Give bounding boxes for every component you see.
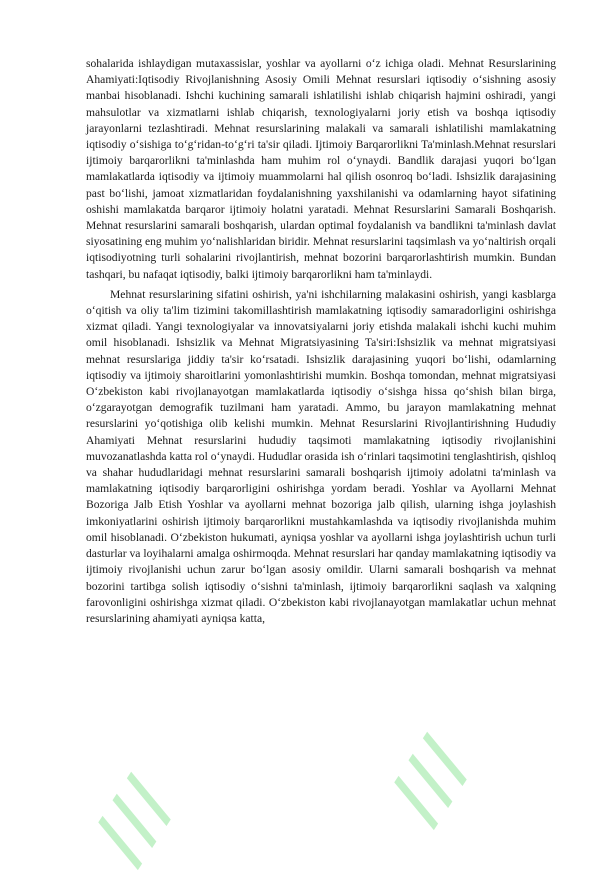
watermark-left: /// <box>76 763 190 876</box>
paragraph-2: Mehnat resurslarining sifatini oshirish, ya'ni ishchilarning malakasini oshirish, yangi kasblarga o‘qitish va oliy ta'lim tizimini takomillashtirish mamlakatning iqtisodiy samaradorligini oshirishga xizmat qiladi. Yangi texnologiyalar va innovatsiyalarni joriy etishda malakali ishchi kuchi muhim omil hisoblanadi. Ishsizlik va Mehnat Migratsiyasining Ta'siri:Ishsizlik va mehnat migratsiyasi mehnat resurslariga jiddiy ta'sir ko‘rsatadi. Ishsizlik darajasining yuqori bo‘lishi, odamlarning iqtisodiy va ijtimoiy sharoitlarini yomonlashtirishi mumkin. Boshqa tomondan, mehnat migratsiyasi O‘zbekiston kabi rivojlanayotgan mamlakatlarda iqtisodiy o‘sishga hissa qo‘shish bilan birga, o‘zgarayotgan demografik tuzilmani ham yaratadi. Ammo, bu jarayon mamlakatning mehnat resurslarini yo‘qotishiga olib kelishi mumkin. Mehnat Resurslarini Rivojlantirishning Hududiy Ahamiyati Mehnat resurslarini hududiy taqsimoti mamlakatning iqtisodiy rivojlanishini muvozanatlashda katta rol o‘ynaydi. Hududlar orasida ish o‘rinlari taqsimotini tenglashtirish, qishloq va shahar hududlaridagi mehnat resurslarini samarali boshqarish ijtimoiy adolatni ta'minlash va mamlakatning iqtisodiy barqarorligini oshirishga yordam beradi. Yoshlar va Ayollarni Mehnat Bozoriga Jalb Etish Yoshlar va ayollarni mehnat bozoriga jalb qilish, ularning ishga joylashish imkoniyatlarini oshirish ijtimoiy barqarorlikni mustahkamlashda va iqtisodiy rivojlanishda muhim omil hisoblanadi. O‘zbekiston hukumati, ayniqsa yoshlar va ayollarni ishga joylashtirish uchun turli dasturlar va loyihalarni amalga oshirmoqda. Mehnat resurslari har qanday mamlakatning iqtisodiy va ijtimoiy rivojlanishi uchun zarur bo‘lgan asosiy omildir. Ularni samarali boshqarish va mehnat bozorini tartibga solish iqtisodiy o‘sishni ta'minlash, ijtimoiy barqarorlikni saqlash va xalqning farovonligini oshirishga xizmat qiladi. O‘zbekiston kabi rivojlanayotgan mamlakatlar uchun mehnat resurslarining ahamiyati ayniqsa katta, <box>86 287 556 625</box>
watermark-right: /// <box>372 723 486 836</box>
document-body <box>86 56 556 627</box>
paragraph-1: sohalarida ishlaydigan mutaxassislar, yoshlar va ayollarni o‘z ichiga oladi. Mehnat Resurslarining Ahamiyati:Iqtisodiy Rivojlanishning Asosiy Omili Mehnat resurslari iqtisodiy o‘sishning asosiy manbai hisoblanadi. Ishchi kuchining samarali ishlatilishi ishlab chiqarish hajmini oshiradi, yangi mahsulotlar va xizmatlarni ishlab chiqarish, texnologiyalarni joriy etish va boshqa iqtisodiy jarayonlarni tezlashtiradi. Mehnat resurslarining malakali va samarali ishlatilishi mamlakatning iqtisodiy o‘sishiga to‘g‘ridan-to‘g‘ri ta'sir qiladi. Ijtimoiy Barqarorlikni Ta'minlash.Mehnat resurslari ijtimoiy barqarorlikni ta'minlashda ham muhim rol o‘ynaydi. Bandlik darajasi yuqori bo‘lgan mamlakatlarda iqtisodiy va ijtimoiy muammolarni hal qilish osonroq bo‘ladi. Ishsizlik darajasining past bo‘lishi, jamoat xizmatlaridan foydalanishning yaxshilanishi va odamlarning hayot sifatining oshishi mamlakatda barqaror ijtimoiy holatni yaratadi. Mehnat Resurslarini Samarali Boshqarish. Mehnat resurslarini samarali boshqarish, ulardan optimal foydalanish va bandlikni ta'minlash davlat siyosatining eng muhim yo‘nalishlaridan biridir. Mehnat resurslarini taqsimlash va yo‘naltirish orqali iqtisodiyotning turli sohalarini rivojlantirish, mehnat bozorini barqarorlashtirish mumkin. Bundan tashqari, bu nafaqat iqtisodiy, balki ijtimoiy barqarorlikni ham ta'minlaydi. <box>86 57 556 281</box>
